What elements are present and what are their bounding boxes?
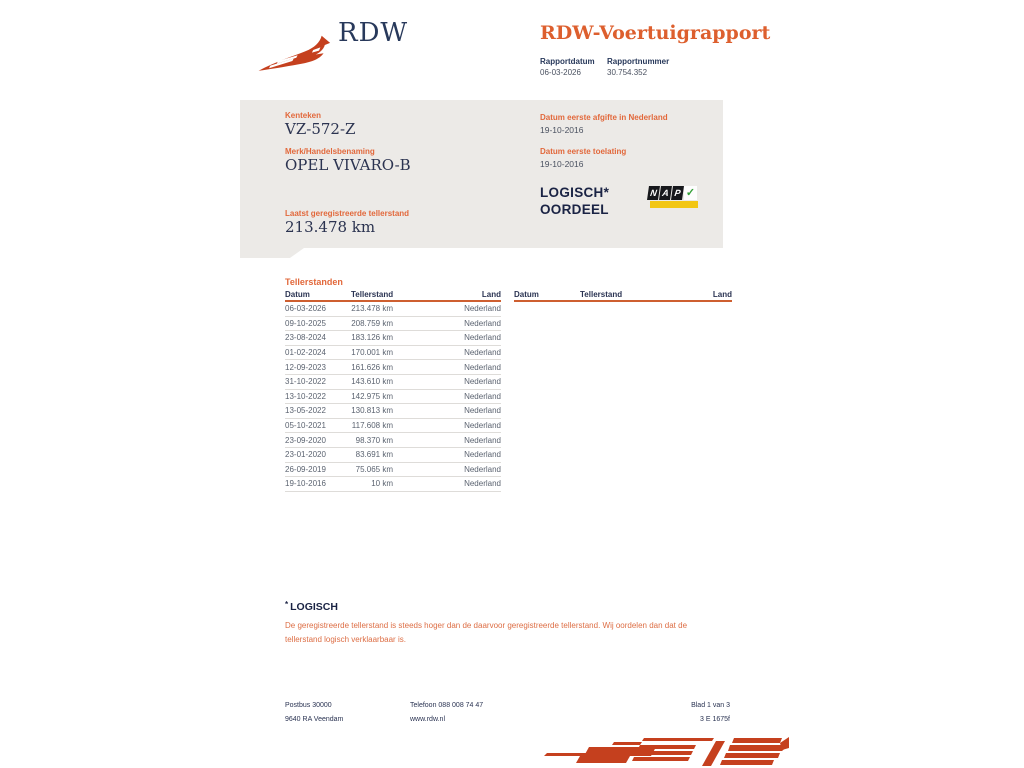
row-land: Nederland	[464, 391, 501, 401]
row-km: 170.001 km	[351, 348, 393, 358]
nap-letter-n: N	[647, 186, 660, 200]
row-km: 130.813 km	[351, 406, 393, 416]
tellerstand-label: Laatst geregistreerde tellerstand	[285, 209, 410, 218]
rdw-logo-text: RDW	[338, 18, 409, 48]
col-header-land: Land	[481, 290, 501, 299]
table-header	[285, 290, 501, 302]
merk-label: Merk/Handelsbenaming	[285, 147, 375, 156]
col-header-datum: Datum	[514, 290, 539, 299]
row-km: 10 km	[371, 479, 393, 489]
eerste-afgifte-label: Datum eerste afgifte in Nederland	[540, 113, 668, 122]
odometer-row	[285, 477, 501, 492]
row-date: 01-02-2024	[285, 348, 326, 358]
report-date-label: Rapportdatum	[540, 57, 595, 66]
row-land: Nederland	[464, 479, 501, 489]
nap-logo	[648, 185, 698, 208]
row-date: 31-10-2022	[285, 377, 326, 387]
row-date: 23-09-2020	[285, 435, 326, 445]
footer-page-number: Blad 1 van 3	[691, 702, 730, 709]
row-date: 06-03-2026	[285, 304, 326, 314]
row-date: 09-10-2025	[285, 318, 326, 328]
page-title: RDW-Voertuigrapport	[540, 22, 771, 44]
odometer-row	[285, 419, 501, 434]
row-date: 23-08-2024	[285, 333, 326, 343]
kenteken-value: VZ-572-Z	[285, 120, 356, 138]
row-date: 19-10-2016	[285, 479, 326, 489]
odometer-table-right	[514, 290, 732, 492]
footer-form-code: 3 E 1675f	[700, 716, 730, 723]
rdw-logo-icon	[254, 24, 336, 76]
row-land: Nederland	[464, 421, 501, 431]
row-km: 143.610 km	[351, 377, 393, 387]
oordeel-verdict	[540, 184, 609, 218]
nap-yellow-bar	[650, 201, 698, 208]
tellerstanden-section-title: Tellerstanden	[285, 277, 343, 287]
row-km: 161.626 km	[351, 362, 393, 372]
col-header-tellerstand: Tellerstand	[580, 290, 623, 299]
footnote-title	[285, 600, 717, 613]
col-header-datum: Datum	[285, 290, 310, 299]
footer-website: www.rdw.nl	[410, 716, 446, 723]
vehicle-summary-box	[240, 100, 723, 248]
row-land: Nederland	[464, 304, 501, 314]
row-land: Nederland	[464, 450, 501, 460]
odometer-row	[285, 317, 501, 332]
odometer-rows	[285, 302, 501, 492]
row-date: 13-05-2022	[285, 406, 326, 416]
row-land: Nederland	[464, 318, 501, 328]
odometer-row	[285, 390, 501, 405]
footer-address-line2: 9640 RA Veendam	[285, 716, 344, 723]
odometer-row	[285, 433, 501, 448]
row-date: 26-09-2019	[285, 464, 326, 474]
row-land: Nederland	[464, 348, 501, 358]
report-date-value: 06-03-2026	[540, 68, 581, 77]
odometer-row	[285, 302, 501, 317]
row-km: 213.478 km	[351, 304, 393, 314]
nap-letter-a: A	[659, 186, 672, 200]
row-km: 183.126 km	[351, 333, 393, 343]
odometer-table-left	[285, 290, 501, 492]
odometer-row	[285, 448, 501, 463]
col-header-tellerstand: Tellerstand	[351, 290, 394, 299]
row-date: 13-10-2022	[285, 391, 326, 401]
footer-phone: Telefoon 088 008 74 47	[410, 702, 484, 709]
odometer-row	[285, 346, 501, 361]
row-land: Nederland	[464, 435, 501, 445]
row-km: 83.691 km	[355, 450, 393, 460]
row-land: Nederland	[464, 362, 501, 372]
footer-address-line1: Postbus 30000	[285, 702, 332, 709]
tellerstand-value: 213.478 km	[285, 218, 376, 236]
row-land: Nederland	[464, 377, 501, 387]
odometer-row	[285, 463, 501, 478]
nap-checkmark-icon: ✓	[685, 187, 696, 199]
report-meta	[540, 56, 683, 79]
eerste-toelating-label: Datum eerste toelating	[540, 147, 627, 156]
row-date: 05-10-2021	[285, 421, 326, 431]
report-number-label: Rapportnummer	[607, 57, 670, 66]
footnote-text: De geregistreerde tellerstand is steeds hoger dan de daarvoor geregistreerde tellerstand. Wij oordelen dan dat de tellerstand logisch verklaarbaar is.	[285, 621, 688, 644]
row-date: 12-09-2023	[285, 362, 326, 372]
merk-value: OPEL VIVARO-B	[285, 156, 411, 174]
rdw-decorative-stripes	[543, 736, 789, 768]
row-km: 75.065 km	[355, 464, 393, 474]
oordeel-line1: LOGISCH*	[540, 185, 610, 200]
footnote-asterisk: *	[285, 600, 289, 609]
row-km: 208.759 km	[351, 318, 393, 328]
odometer-tables	[285, 290, 732, 492]
eerste-afgifte-value: 19-10-2016	[540, 125, 584, 135]
logisch-footnote	[285, 600, 717, 647]
row-date: 23-01-2020	[285, 450, 326, 460]
oordeel-line2: OORDEEL	[540, 202, 609, 217]
graybox-corner-tab	[240, 248, 304, 258]
row-land: Nederland	[464, 333, 501, 343]
row-land: Nederland	[464, 406, 501, 416]
odometer-row	[285, 331, 501, 346]
row-km: 142.975 km	[351, 391, 393, 401]
table-header	[514, 290, 732, 302]
report-number-value: 30.754.352	[607, 68, 648, 77]
footnote-title-text: LOGISCH	[290, 601, 338, 613]
kenteken-label: Kenteken	[285, 111, 322, 120]
odometer-row	[285, 404, 501, 419]
nap-letter-p: P	[671, 186, 684, 200]
col-header-land: Land	[712, 290, 732, 299]
odometer-row	[285, 375, 501, 390]
odometer-row	[285, 360, 501, 375]
row-km: 98.370 km	[355, 435, 393, 445]
row-km: 117.608 km	[351, 421, 393, 431]
eerste-toelating-value: 19-10-2016	[540, 159, 584, 169]
row-land: Nederland	[464, 464, 501, 474]
